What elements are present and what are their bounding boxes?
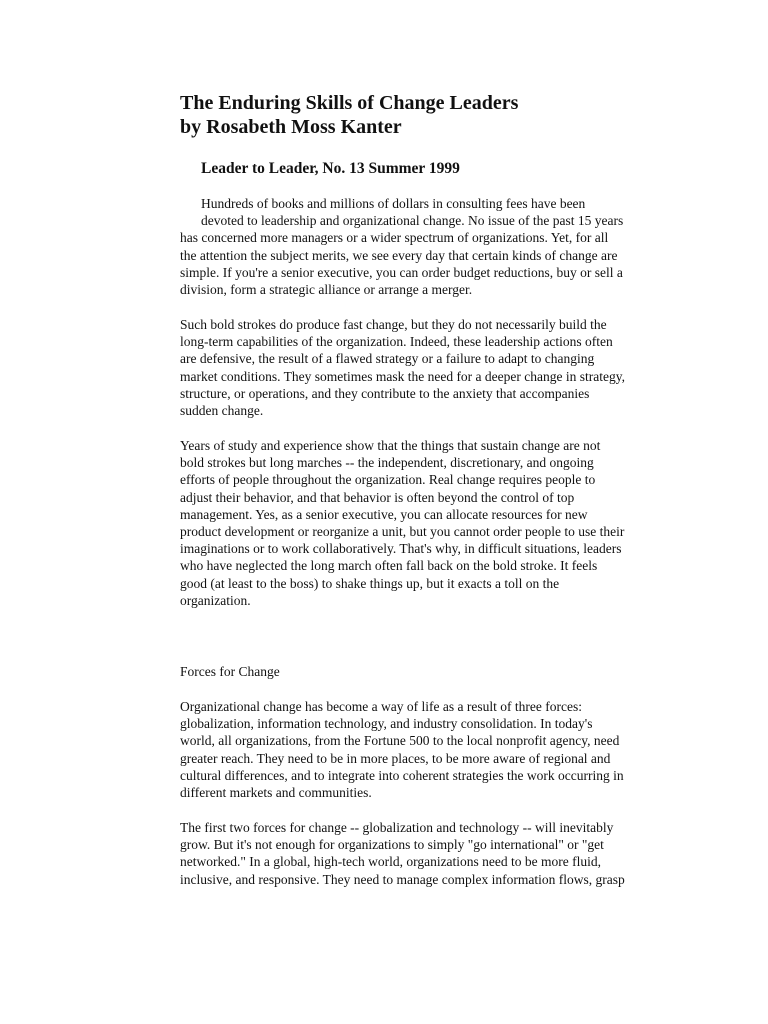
paragraph-line: has concerned more managers or a wider spectrum of organizations. Yet, for all bbox=[180, 230, 609, 246]
section-paragraph-1 bbox=[180, 698, 685, 801]
paragraph-line: Years of study and experience show that the things that sustain change are not bbox=[180, 438, 601, 453]
paragraph-line: devoted to leadership and organizational change. No issue of the past 15 years bbox=[201, 213, 624, 229]
paragraph-line: organization. bbox=[180, 592, 251, 608]
paragraph-line: management. Yes, as a senior executive, you can allocate resources for new bbox=[180, 506, 588, 522]
section-paragraph-2 bbox=[180, 819, 685, 888]
author-line: by Rosabeth Moss Kanter bbox=[180, 116, 402, 138]
paragraph-line: division, form a strategic alliance or arrange a merger. bbox=[180, 282, 473, 298]
paragraph-line: world, all organizations, from the Fortune 500 to the local nonprofit agency, need bbox=[180, 733, 620, 749]
paragraph-line: inclusive, and responsive. They need to manage complex information flows, grasp bbox=[180, 871, 625, 887]
paragraph-line: product development or reorganize a unit, but you cannot order people to use their bbox=[180, 524, 625, 540]
paragraph-line: globalization, information technology, and industry consolidation. In today's bbox=[180, 716, 593, 732]
paragraph-line: cultural differences, and to integrate into coherent strategies the work occurring in bbox=[180, 767, 624, 783]
paragraph-line: long-term capabilities of the organization. Indeed, these leadership actions often bbox=[180, 334, 613, 350]
document-page bbox=[180, 91, 685, 887]
paragraph-line: networked." In a global, high-tech world, organizations need to be more fluid, bbox=[180, 854, 602, 870]
title-line: The Enduring Skills of Change Leaders bbox=[180, 92, 519, 114]
paragraph-line: different markets and communities. bbox=[180, 785, 372, 801]
paragraph-3 bbox=[180, 437, 685, 609]
paragraph-line: simple. If you're a senior executive, you can order budget reductions, buy or sell a bbox=[180, 264, 623, 280]
paragraph-line: good (at least to the boss) to shake things up, but it exacts a toll on the bbox=[180, 575, 560, 591]
paragraph-1 bbox=[180, 195, 685, 298]
paragraph-line: imaginations or to work collaboratively. That's why, in difficult situations, leaders bbox=[180, 541, 622, 557]
paragraph-line: who have neglected the long march often fall back on the bold stroke. It feels bbox=[180, 558, 598, 574]
paragraph-line: Organizational change has become a way of life as a result of three forces: bbox=[180, 699, 582, 714]
paragraph-line: Such bold strokes do produce fast change, but they do not necessarily build the bbox=[180, 317, 607, 332]
section-heading: Forces for Change bbox=[180, 664, 280, 679]
paragraph-line: the attention the subject merits, we see every day that certain kinds of change are bbox=[180, 247, 618, 263]
paragraph-line: Hundreds of books and millions of dollars in consulting fees have been bbox=[201, 196, 586, 211]
paragraph-line: efforts of people throughout the organization. Real change requires people to bbox=[180, 472, 596, 488]
paragraph-line: greater reach. They need to be in more places, to be more aware of regional and bbox=[180, 750, 611, 766]
paragraph-line: adjust their behavior, and that behavior is often beyond the control of top bbox=[180, 489, 575, 505]
paragraph-2 bbox=[180, 316, 685, 419]
paragraph-line: are defensive, the result of a flawed strategy or a failure to adapt to changing bbox=[180, 351, 595, 367]
paragraph-line: structure, or operations, and they contribute to the anxiety that accompanies bbox=[180, 385, 590, 401]
paragraph-line: grow. But it's not enough for organizations to simply "go international" or "get bbox=[180, 837, 604, 853]
document-title bbox=[180, 91, 685, 139]
paragraph-line: market conditions. They sometimes mask the need for a deeper change in strategy, bbox=[180, 368, 625, 384]
paragraph-line: sudden change. bbox=[180, 403, 264, 419]
paragraph-line: The first two forces for change -- globalization and technology -- will inevitably bbox=[180, 820, 614, 835]
paragraph-line: bold strokes but long marches -- the independent, discretionary, and ongoing bbox=[180, 455, 594, 471]
publication-subtitle: Leader to Leader, No. 13 Summer 1999 bbox=[201, 160, 460, 177]
